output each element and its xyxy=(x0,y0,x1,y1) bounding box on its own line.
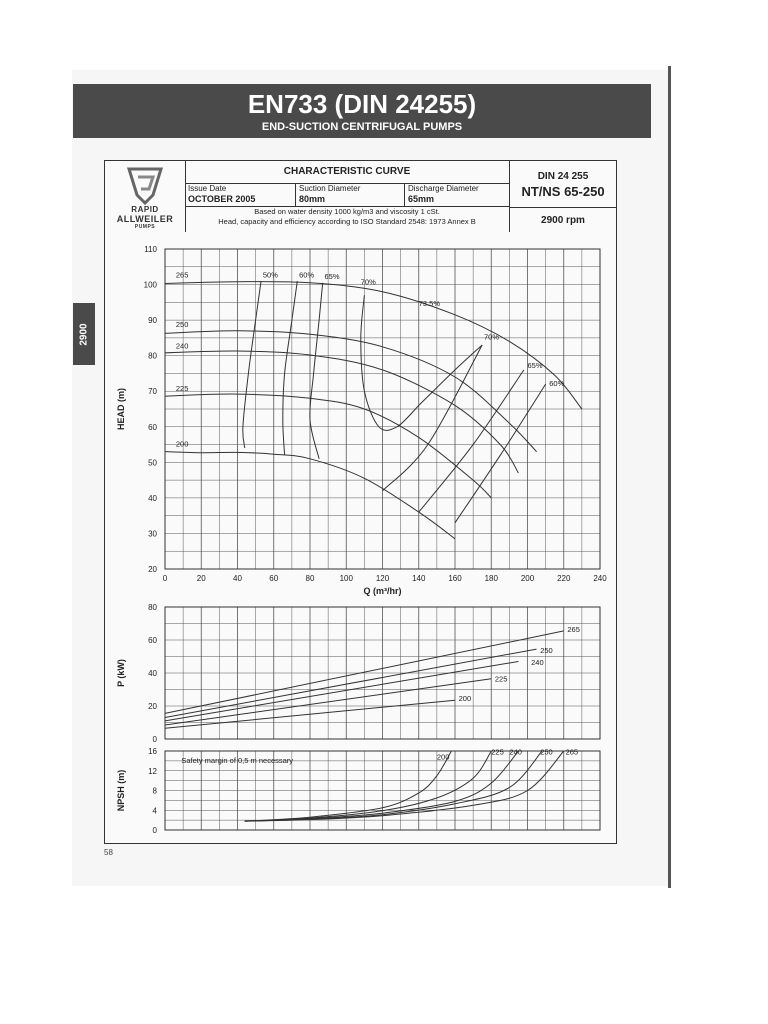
series-label: 225 xyxy=(494,674,508,684)
efficiency-curve xyxy=(419,345,482,405)
safety-margin-annotation: Safety margin of 0,5 m necessary xyxy=(181,755,294,765)
series-label: 200 xyxy=(175,439,189,449)
y-tick-label: 8 xyxy=(152,786,157,796)
issue-date-value: OCTOBER 2005 xyxy=(188,194,256,204)
efficiency-curve xyxy=(243,281,261,448)
x-tick-label: 220 xyxy=(557,574,571,583)
y-tick-label: 60 xyxy=(148,636,157,645)
y-tick-label: 20 xyxy=(148,565,157,574)
x-tick-label: 140 xyxy=(412,574,426,583)
model-label: NT/NS 65-250 xyxy=(521,184,605,199)
efficiency-curve xyxy=(310,283,323,459)
y-tick-label: 80 xyxy=(148,351,157,361)
series-label: 240 xyxy=(509,747,522,757)
discharge-value: 65mm xyxy=(408,194,435,204)
y-tick-label: 20 xyxy=(148,702,157,711)
series-label: 225 xyxy=(175,384,189,394)
series-label: 265 xyxy=(565,747,579,757)
series-label: 200 xyxy=(458,694,472,704)
y-tick-label: 90 xyxy=(148,316,157,326)
y-tick-label: 0 xyxy=(152,735,157,744)
series-label: 200 xyxy=(436,752,450,762)
x-tick-label: 100 xyxy=(339,574,353,583)
efficiency-curve xyxy=(283,281,298,455)
efficiency-curve xyxy=(383,345,483,491)
y-tick-label: 4 xyxy=(152,806,157,816)
series-label: 225 xyxy=(491,747,504,757)
suction-label: Suction Diameter xyxy=(299,184,361,193)
series-label: 250 xyxy=(540,646,553,656)
x-tick-label: 240 xyxy=(593,574,607,583)
y-tick-label: 30 xyxy=(148,529,157,539)
document-title: EN733 (DIN 24255) xyxy=(247,89,477,119)
y-tick-label: 70 xyxy=(148,387,157,397)
side-tab-label: 2900 xyxy=(78,322,90,346)
y-tick-label: 16 xyxy=(148,747,157,756)
document-subtitle: END-SUCTION CENTRIFUGAL PUMPS xyxy=(261,121,463,133)
y-tick-label: 12 xyxy=(148,766,157,776)
x-tick-label: 180 xyxy=(484,574,498,583)
series-label: 240 xyxy=(531,657,544,667)
page-number: 58 xyxy=(104,848,113,857)
y-tick-label: 110 xyxy=(144,245,157,254)
x-tick-label: 20 xyxy=(196,574,206,583)
series-label: 250 xyxy=(175,320,189,330)
x-tick-label: 0 xyxy=(162,574,168,583)
y-tick-label: 100 xyxy=(143,280,157,290)
logo-text-rapid: RAPID xyxy=(131,205,159,214)
efficiency-label: 65% xyxy=(527,361,543,371)
series-label: 250 xyxy=(540,747,553,757)
efficiency-label: 70% xyxy=(360,277,376,287)
x-axis-label: Q (m³/hr) xyxy=(363,586,402,596)
suction-value: 80mm xyxy=(299,194,326,204)
efficiency-label: 60% xyxy=(549,378,565,388)
series-line-250 xyxy=(165,649,537,717)
y-tick-label: 50 xyxy=(148,458,157,468)
y-axis-label: P (kW) xyxy=(116,659,126,687)
note-line-1: Based on water density 1000 kg/m3 and viscosity 1 cSt. xyxy=(254,207,440,216)
standard-label: DIN 24 255 xyxy=(537,171,589,182)
y-tick-label: 40 xyxy=(148,669,157,678)
y-tick-label: 60 xyxy=(148,422,157,432)
note-line-2: Head, capacity and efficiency according to ISO Standard 2548: 1973 Annex B xyxy=(218,217,476,226)
x-tick-label: 120 xyxy=(375,574,390,583)
x-tick-label: 80 xyxy=(305,574,315,583)
series-line-240 xyxy=(165,661,518,720)
series-label: 265 xyxy=(567,624,580,634)
x-tick-label: 200 xyxy=(520,574,535,583)
logo-text-pumps: PUMPS xyxy=(134,224,156,230)
logo-text-allweiler: ALLWEILER xyxy=(116,214,174,224)
y-tick-label: 40 xyxy=(148,493,157,503)
series-line-265 xyxy=(165,282,582,409)
speed-label: 2900 rpm xyxy=(510,207,616,234)
x-tick-label: 60 xyxy=(269,574,279,583)
efficiency-label: 65% xyxy=(324,272,340,282)
efficiency-label: 50% xyxy=(262,270,278,280)
efficiency-label: 60% xyxy=(299,270,315,280)
series-label: 240 xyxy=(175,341,189,351)
series-label: 265 xyxy=(175,270,189,280)
y-tick-label: 0 xyxy=(152,826,157,835)
chart-title: CHARACTERISTIC CURVE xyxy=(185,161,509,184)
y-tick-label: 80 xyxy=(148,603,157,612)
efficiency-label: 70% xyxy=(484,332,500,342)
x-tick-label: 160 xyxy=(448,574,462,583)
efficiency-curve xyxy=(361,295,419,430)
issue-date-label: Issue Date xyxy=(188,184,227,193)
y-axis-label: NPSH (m) xyxy=(116,769,126,812)
y-axis-label: HEAD (m) xyxy=(116,388,126,430)
efficiency-label: 73.5% xyxy=(418,298,441,308)
x-tick-label: 40 xyxy=(233,574,242,583)
discharge-label: Discharge Diameter xyxy=(408,184,479,193)
